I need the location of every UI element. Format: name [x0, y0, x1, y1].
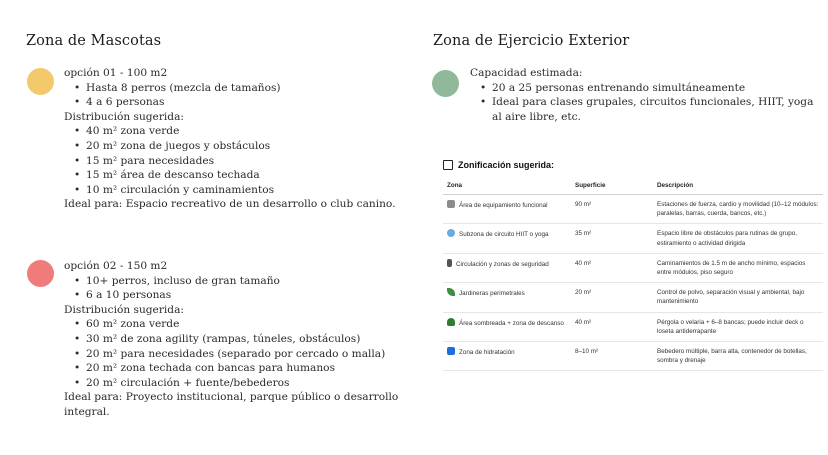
- square-icon: [443, 160, 453, 170]
- table-row: [443, 253, 823, 282]
- zone-cell: [443, 283, 571, 312]
- description-cell: Estaciones de fuerza, cardio y movilidad (10–12 módulos: paralelas, barras, cuerda, bancos, etc.): [653, 195, 823, 224]
- zone-name: Zona de hidratación: [459, 349, 515, 357]
- leaf-icon: [447, 288, 455, 296]
- option-2-color-dot: [27, 260, 54, 287]
- list-item: • 10+ perros, incluso de gran tamaño: [74, 274, 398, 289]
- option-2-distribution-list: [74, 317, 398, 390]
- table-row: [443, 195, 823, 224]
- option-2-bullets: [74, 274, 398, 303]
- zone-cell: [443, 195, 571, 224]
- yoga-icon: [447, 229, 455, 237]
- dumbbell-icon: [447, 200, 455, 208]
- option-1-block: [64, 66, 396, 212]
- description-cell: Control de polvo, separación visual y ambiental, bajo mantenimiento: [653, 283, 823, 312]
- zone-cell: [443, 224, 571, 253]
- table-row: [443, 312, 823, 341]
- zone-name: Área sombreada + zona de descanso: [459, 319, 564, 327]
- list-item: • 40 m² zona verde: [74, 124, 396, 139]
- list-item: • 15 m² para necesidades: [74, 154, 396, 169]
- surface-cell: 90 m²: [571, 195, 653, 224]
- list-item: • Hasta 8 perros (mezcla de tamaños): [74, 81, 396, 96]
- surface-cell: 8–10 m²: [571, 342, 653, 371]
- surface-cell: 20 m²: [571, 283, 653, 312]
- option-2-block: [64, 259, 398, 420]
- list-item: • 20 m² para necesidades (separado por cercado o malla): [74, 347, 398, 362]
- list-item: • 20 m² zona techada con bancas para humanos: [74, 361, 398, 376]
- list-item: • 4 a 6 personas: [74, 95, 396, 110]
- exercise-color-dot: [432, 70, 459, 97]
- surface-cell: 40 m²: [571, 253, 653, 282]
- walking-icon: [447, 259, 452, 267]
- option-2-ideal-line-1: Ideal para: Proyecto institucional, parque público o desarrollo: [64, 391, 399, 404]
- capacity-bullets: [480, 81, 815, 125]
- list-item: • 30 m² de zona agility (rampas, túneles, obstáculos): [74, 332, 398, 347]
- column-header-surface: Superficie: [571, 176, 653, 195]
- table-row: [443, 224, 823, 253]
- zoning-table-title-text: Zonificación sugerida:: [458, 160, 555, 170]
- list-item: • 10 m² circulación y caminamientos: [74, 183, 396, 198]
- table-header-row: [443, 176, 823, 195]
- surface-cell: 35 m²: [571, 224, 653, 253]
- list-item: • 20 m² circulación + fuente/bebederos: [74, 376, 398, 391]
- tree-icon: [447, 318, 455, 326]
- zoning-table: [443, 176, 823, 371]
- list-item: • 15 m² área de descanso techada: [74, 168, 396, 183]
- option-1-bullets: [74, 81, 396, 110]
- list-item: • Ideal para clases grupales, circuitos funcionales, HIIT, yoga al aire libre, etc.: [480, 95, 815, 124]
- list-item: • 20 a 25 personas entrenando simultáneamente: [480, 81, 815, 96]
- zoning-table-section: [443, 160, 823, 371]
- option-2-ideal-line-2: integral.: [64, 405, 110, 418]
- zone-cell: [443, 342, 571, 371]
- table-row: [443, 283, 823, 312]
- zone-name: Subzona de circuito HIIT o yoga: [459, 231, 549, 239]
- capacity-label: Capacidad estimada:: [470, 67, 583, 79]
- option-1-color-dot: [27, 68, 54, 95]
- list-item: • 60 m² zona verde: [74, 317, 398, 332]
- exercise-zone-title: Zona de Ejercicio Exterior: [433, 33, 630, 49]
- zone-cell: [443, 312, 571, 341]
- option-1-distribution-list: [74, 124, 396, 197]
- water-icon: [447, 347, 455, 355]
- option-2-heading: opción 02 - 150 m2: [64, 260, 168, 272]
- option-1-ideal: Ideal para: Espacio recreativo de un desarrollo o club canino.: [64, 198, 396, 211]
- zone-name: Circulación y zonas de seguridad: [456, 260, 549, 268]
- list-item: • 6 a 10 personas: [74, 288, 398, 303]
- zone-name: Área de equipamiento funcional: [459, 202, 548, 209]
- zoning-table-title: [443, 160, 823, 170]
- capacity-block: [470, 66, 815, 124]
- column-header-zone: Zona: [443, 176, 571, 195]
- option-2-distribution-label: Distribución sugerida:: [64, 303, 184, 316]
- column-header-description: Descripción: [653, 176, 823, 195]
- surface-cell: 40 m²: [571, 312, 653, 341]
- description-cell: Espacio libre de obstáculos para rutinas de grupo, estiramiento o actividad dirigida: [653, 224, 823, 253]
- option-1-heading: opción 01 - 100 m2: [64, 67, 168, 79]
- option-1-distribution-label: Distribución sugerida:: [64, 110, 184, 123]
- description-cell: Caminamientos de 1.5 m de ancho mínimo, espacios entre módulos, piso seguro: [653, 253, 823, 282]
- table-row: [443, 342, 823, 371]
- description-cell: Bebedero múltiple, barra alta, contenedor de botellas, sombra y drenaje: [653, 342, 823, 371]
- description-cell: Pérgola o velaria + 6–8 bancas; puede incluir deck o loseta antiderrapante: [653, 312, 823, 341]
- zone-name: Jardineras perimetrales: [459, 290, 525, 298]
- zone-cell: [443, 253, 571, 282]
- pet-zone-title: Zona de Mascotas: [26, 33, 162, 49]
- list-item: • 20 m² zona de juegos y obstáculos: [74, 139, 396, 154]
